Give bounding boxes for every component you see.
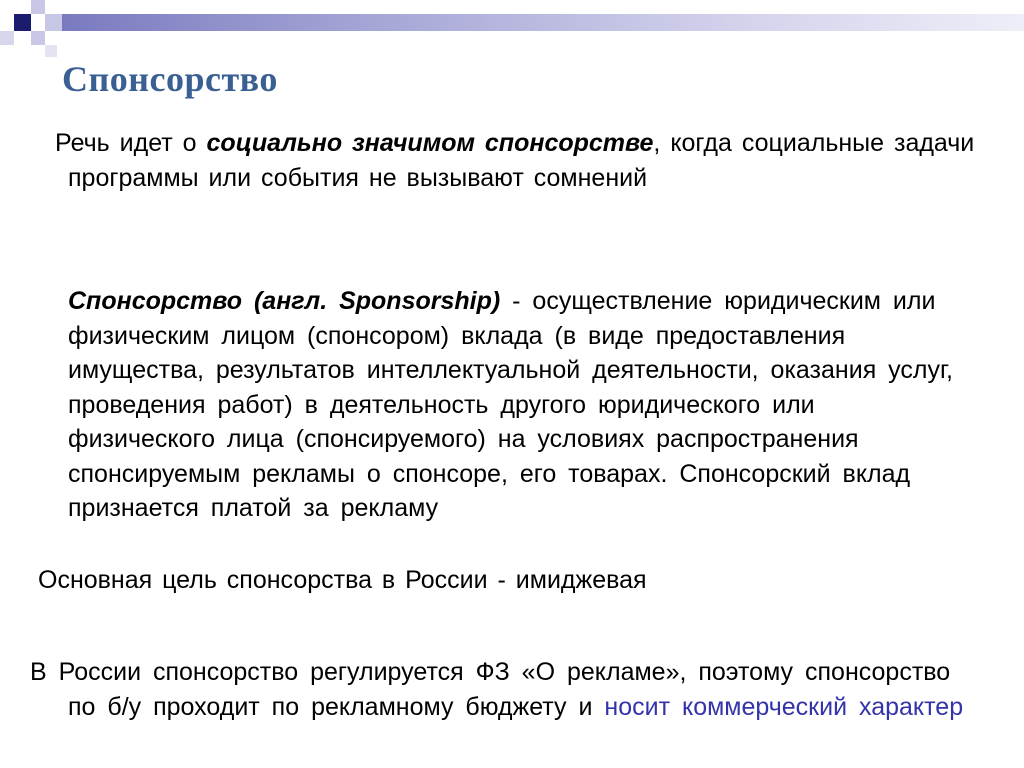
corner-decor-square bbox=[31, 0, 45, 14]
corner-decor-square bbox=[45, 45, 57, 57]
corner-decor-square bbox=[0, 31, 14, 45]
corner-decor-square-dark bbox=[14, 14, 31, 31]
corner-decor-square bbox=[45, 14, 62, 31]
definition-text: - осуществление юридическим или физическим лицом (спонсором) вклада (в виде предоставления имущества, результатов интеллектуальной деятельности, оказания услуг, проведения работ) в деятельность другого юридического или физического лица (спонсируемого) на условиях распространения спонсируемым рекламы о спонсоре, его товарах. Спонсорский вклад признается платой за рекламу bbox=[68, 287, 953, 522]
paragraph-regulation bbox=[30, 655, 968, 724]
header-gradient-band bbox=[62, 14, 1024, 31]
corner-decor-square bbox=[31, 31, 45, 45]
highlight-text: носит коммерческий характер bbox=[604, 692, 964, 721]
paragraph-rest-text: , когда социальные задачи программы или события не вызывают сомнений bbox=[68, 129, 975, 192]
emphasis-text: социально значимом спонсорстве bbox=[206, 129, 654, 157]
paragraph-social-sponsorship bbox=[55, 126, 998, 195]
paragraph-definition bbox=[68, 284, 968, 526]
paragraph-main-goal: Основная цель спонсорства в России - имиджевая bbox=[38, 566, 647, 594]
definition-term: Спонсорство (англ. Sponsorship) bbox=[68, 287, 501, 315]
regulation-text: В России спонсорство регулируется ФЗ «О рекламе», поэтому спонсорство по б/у проходит по рекламному бюджету и bbox=[30, 658, 951, 721]
slide-title: Спонсорство bbox=[62, 59, 278, 99]
paragraph-lead-text: Речь идет о bbox=[55, 129, 207, 157]
